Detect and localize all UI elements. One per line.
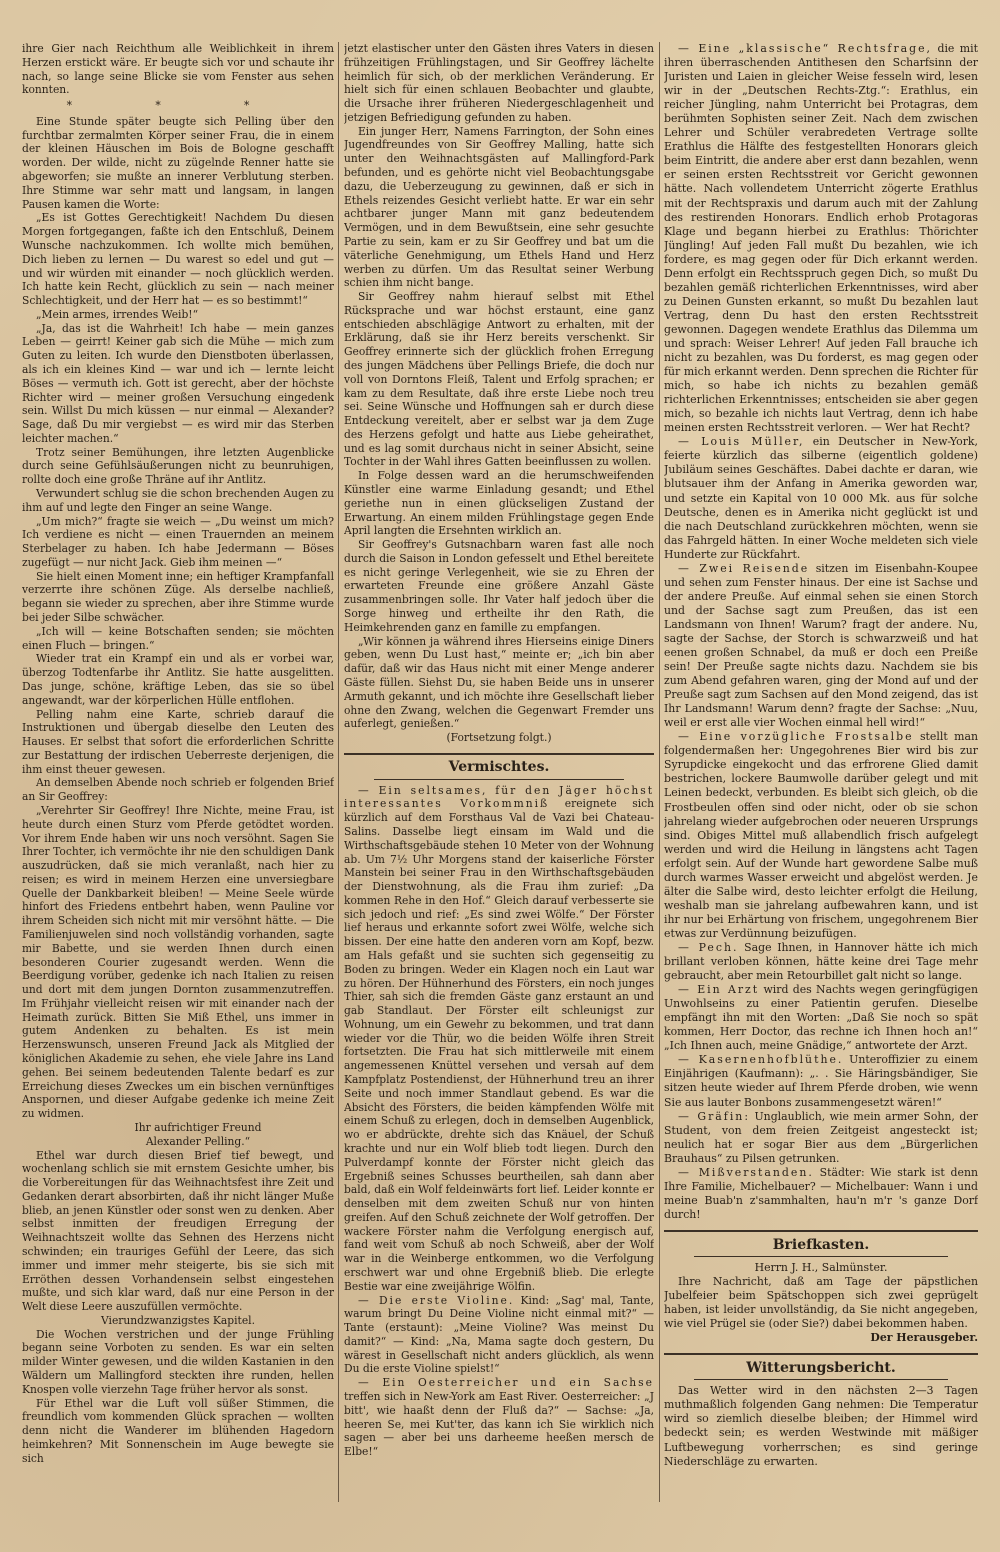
- column-middle: [344, 42, 654, 1512]
- news-item: [664, 730, 978, 941]
- section-rule: [344, 753, 654, 755]
- news-item-text: Unteroffizier zu einem Einjährigen (Kaufmann): „. . Sie Häringsbändiger, Sie sitzen heute wieder auf Ihrem Pferde droben, wie wenn Sie aus lauter Bonbons zusammengesetzt wären!“: [664, 1053, 978, 1109]
- news-item-lead: — Ein seltsames, für den Jäger höchst interessantes Vorkommniß: [344, 783, 654, 811]
- news-item-lead: — Zwei Reisende: [678, 561, 810, 575]
- paragraph: „Ich will — keine Botschaften senden; sie möchten einen Fluch — bringen.“: [22, 624, 334, 652]
- paragraph: „Ja, das ist die Wahrheit! Ich habe — mein ganzes Leben — geirrt! Keiner gab sich die Mühe — mich zum Guten zu leiten. Ich wurde den Dienstboten überlassen, als ich ein kleines Kind — war und ich — lernte leicht Böses — vermuth ich. Gott ist gerecht, aber der höchste Richter wird — meiner großen Versuchung eingedenk sein. Willst Du mich küssen — nur einmal — Alexander? Sage, daß Du mir vergiebst — es wird mir das Sterben leichter machen.“: [22, 321, 334, 445]
- news-item-lead: — Pech.: [678, 941, 739, 954]
- news-item: [664, 983, 978, 1053]
- news-item-lead: — Louis Müller,: [678, 435, 805, 449]
- paragraph: ihre Gier nach Reichthum alle Weiblichkeit in ihrem Herzen erstickt wäre. Er beugte sich vor und schaute ihr nach, so lange seine Blicke sie vom Fenster aus sehen konnten.: [22, 42, 334, 97]
- paragraph: „Um mich?“ fragte sie weich — „Du weinst um mich? Ich verdiene es nicht — einen Trauernden an meinem Sterbelager zu haben. Ich habe Jedermann — Böses zugefügt — nur nicht Jack. Gieb ihm meinen —“: [22, 514, 334, 569]
- news-item-text: stellt man folgendermaßen her: Ungegohrenes Bier wird bis zur Syrupdicke eingekocht und das erfrorene Glied damit bestrichen, lockere Baumwolle darüber gelegt und mit Leinen bedeckt, verbunden. Es bleibt sich gleich, ob die Frostbeulen offen sind oder nicht, oder ob sie schon jahrelang wieder aufgebrochen oder neueren Ursprungs sind. Obiges Mittel muß allabendlich frisch aufgelegt werden und wird die Heilung in längstens acht Tagen erfolgt sein. Auf der Wunde hart gewordene Salbe muß durch warmes Wasser erweicht und abgelöst werden. Je älter die Salbe wird, desto leichter erfolgt die Heilung, weshalb man sie jahrelang aufbewahren kann, und ist ihr nur bei Erhärtung von frischem, ungegohrenem Bier etwas zur Verdünnung beizufügen.: [664, 730, 978, 940]
- letter-text: „Verehrter Sir Geoffrey! Ihre Nichte, meine Frau, ist heute durch einen Sturz vom Pferde getödtet worden. Vor ihrem Ende haben wir uns noch versöhnt. Sagen Sie Ihrer Tochter, ich vermöchte ihr nie den schuldigen Dank auszudrücken, daß sie mich veranlaßt, nach hier zu reisen; es wird in meinem Herzen eine unversiegbare Quelle der Dankbarkeit bleiben! — Meine Seele würde hinfort des Friedens entbehrt haben, wenn Pauline vor ihrem Scheiden sich nicht mit mir versöhnt hätte. — Die Familienjuwelen sind noch vollständig vorhanden, sagte mir Babette, und sie werden Ihnen durch einen besonderen Courier zugesandt werden. Wenn die Beerdigung vorüber, gedenke ich nach Italien zu reisen und dort mit dem jungen Dornton zusammenzutreffen. Im Frühjahr vielleicht reisen wir mit einander nach der Heimath zurück. Bitten Sie Miß Ethel, uns immer in gutem Andenken zu behalten. Es ist mein Herzenswunsch, unseren Freund Jack als Mitglied der königlichen Akademie zu sehen, ehe viele Jahre ins Land gehen. Bei seinem bedeutenden Talente bedarf es zur Erreichung dieses Zweckes um ein bischen vernünftiges Anspornen, und dieser Aufgabe gedenke ich meine Zeit zu widmen.: [22, 803, 334, 1121]
- heading-underline: [694, 1256, 948, 1257]
- news-item-lead: — Gräfin:: [678, 1109, 750, 1123]
- news-item-lead: — Mißverstanden.: [678, 1165, 814, 1179]
- news-item-lead: — Ein Oesterreicher und ein Sachse: [358, 1376, 654, 1390]
- news-item: [344, 784, 654, 1294]
- weather-report: Das Wetter wird in den nächsten 2—3 Tagen muthmaßlich folgenden Gang nehmen: Die Temperatur wird so ziemlich dieselbe bleiben; der Himmel wird bedeckt sein; es werden Westwinde mit mäßiger Luftbewegung vorherrschen; es sind geringe Niederschläge zu erwarten.: [664, 1384, 978, 1468]
- paragraph: Trotz seiner Bemühungen, ihre letzten Augenblicke durch seine Gefühlsäußerungen nicht zu beunruhigen, rollte doch eine große Thräne auf ihr Antlitz.: [22, 445, 334, 487]
- paragraph: Pelling nahm eine Karte, schrieb darauf die Instruktionen und übergab dieselbe den Leuten des Hauses. Er selbst that sofort die erforderlichen Schritte zur Bestattung der irdischen Ueberreste derjenigen, die ihm einst theuer gewesen.: [22, 707, 334, 776]
- heading-underline: [374, 779, 624, 780]
- news-item-lead: — Die erste Violine.: [358, 1293, 515, 1307]
- news-item-lead: — Kasernenhofblüthe.: [678, 1053, 844, 1067]
- news-item-text: ereignete sich kürzlich auf dem Forsthaus Val de Vazi bei Chateau-Salins. Dasselbe liegt einsam im Wald und die Wirthschaftsgebäude stehen 10 Meter von der Wohnung ab. Um 7½ Uhr Morgens stand der kaiserliche Förster Manstein bei seiner Frau in den Wirthschaftsgebäuden der Dienstwohnung, als die Frau ihm zurief: „Da kommen Rehe in den Hof.“ Gleich darauf verbesserte sie sich jedoch und rief: „Es sind zwei Wölfe.“ Der Förster lief heraus und erkannte sofort zwei Wölfe, welche sich bissen. Der eine hatte den anderen vorn am Kopf, bezw. am Hals gefaßt und sie suchten sich gegenseitig zu Boden zu bringen. Weder ein Klagen noch ein Laut war zu hören. Der Hühnerhund des Försters, ein noch junges Thier, sah sich die fremden Gäste ganz erstaunt an und gab Standlaut. Der Förster eilt schleunigst zur Wohnung, um ein Gewehr zu bekommen, und trat dann wieder vor die Thür, wo die beiden Wölfe ihren Streit fortsetzten. Die Frau hat sich mittlerweile mit einem angemessenen Knüttel versehen und versah auf dem Kampfplatz Postendienst, der Hühnerhund treu an ihrer Seite und noch immer Standlaut gebend. Es war die Absicht des Försters, die beiden kämpfenden Wölfe mit einem Schuß zu erlegen, doch in demselben Augenblick, wo er abdrückte, drehte sich das Knäuel, der Schuß krachte und nur ein Wolf blieb todt liegen. Durch den Pulverdampf konnte der Förster nicht gleich das Ergebniß seines Schusses beurtheilen, sah dann aber bald, daß ein Wolf feldeinwärts fort lief. Leider konnte er denselben mit dem zweiten Schuß nur von hinten greifen. Auf den Schuß zeichnete der Wolf getroffen. Der wackere Förster nahm die Verfolgung energisch auf, fand weit vom Schuß ab noch Schweiß, aber der Wolf war in die Weinberge entkommen, wo die Verfolgung erschwert war und ohne Ergebniß blieb. Die erlegte Bestie war eine zweijährige Wölfin.: [344, 797, 654, 1293]
- paragraph: In Folge dessen ward an die herumschweifenden Künstler eine warme Einladung gesandt; und Ethel geriethe nun in einen glückseligen Zustand der Erwartung. An einem milden Frühlingstage gegen Ende April langten die Ersehnten wirklich an.: [344, 469, 654, 538]
- paragraph: Für Ethel war die Luft voll süßer Stimmen, die freundlich vom kommenden Glück sprachen — wollten denn nicht die Wanderer im blühenden Hagedorn heimkehren? Mit Sonnenschein im Auge bewegte sie sich: [22, 1396, 334, 1465]
- news-item-lead: — Eine vorzügliche Frostsalbe: [678, 730, 914, 744]
- news-item-text: ein Deutscher in New-York, feierte kürzlich das silberne (eigentlich goldene) Jubiläum seines Geschäftes. Dabei dachte er daran, wie blutsauer ihm der Anfang in Amerika geworden war, und setzte ein Kapital von 10 000 Mk. aus für solche Deutsche, denen es in Amerika nicht geglückt ist und die nach Deutschland zurückkehren möchten, wenn sie das Fahrgeld hätten. In einer Woche meldeten sich viele Hunderte zur Rückfahrt.: [664, 435, 978, 561]
- news-item-text: Städter: Wie stark ist denn Ihre Familie, Michelbauer? — Michelbauer: Wann i und meine Buab'n z'sammhalten, hau'n m'r 's ganze Dorf durch!: [664, 1165, 978, 1221]
- news-item-text: sitzen im Eisenbahn-Koupee und sehen zum Fenster hinaus. Der eine ist Sachse und der andere Preuße. Auf einmal sehen sie einen Storch und der Sachse sagt zum Preußen, das ist een Landsmann von Ihnen! Warum? fragt der andere. Nu, sagte der Sachse, der Storch is schwarzweiß und hat eenen großen Schnabel, da muß er doch een Preiße sein! Der Preuße sagte nichts dazu. Nachdem sie bis zum Abend gefahren waren, ging der Mond auf und der Preuße sagt zum Sachsen auf den Mond zeigend, das ist Ihr Landsmann! Warum denn? fragte der Sachse: „Nuu, weil er erst alle vier Wochen einmal hell wird!“: [664, 561, 978, 730]
- section-rule: [664, 1353, 978, 1355]
- paragraph: Sir Geoffrey nahm hierauf selbst mit Ethel Rücksprache und war höchst erstaunt, eine ganz entschieden abschlägige Antwort zu erhalten, mit der Erklärung, daß sie ihr Herz bereits verschenkt. Sir Geoffrey erinnerte sich der glücklich frohen Erregung des jungen Mädchens über Pellings Briefe, die doch nur voll von Dorntons Fleiß, Talent und Erfolg sprachen; er kam zu dem Resultate, daß ihre erste Liebe noch treu sei. Seine Wünsche und Hoffnungen sah er durch diese Entdeckung vereitelt, aber er selbst war ja dem Zuge des Herzens gefolgt und hatte aus Liebe geheirathet, und es lag somit durchaus nicht in seiner Absicht, seine Tochter in der Wahl ihres Gatten beeinflussen zu wollen.: [344, 290, 654, 469]
- paragraph: Verwundert schlug sie die schon brechenden Augen zu ihm auf und legte den Finger an seine Wange.: [22, 487, 334, 514]
- paragraph: „Mein armes, irrendes Weib!“: [36, 307, 199, 321]
- news-item: [664, 42, 978, 435]
- column-right: [664, 42, 978, 1512]
- news-item: [664, 562, 978, 731]
- paragraph: Sir Geoffrey's Gutsnachbarn waren fast alle noch durch die Saison in London gefesselt und Ethel bereitete es nicht geringe Verlegenheit, wie sie zu Ehren der erwarteten Freunde eine größere Anzahl Gäste zusammenbringen solle. Ihr Vater half jedoch über die Sorge hinweg und ertheilte ihr den Rath, die Heimkehrenden ganz en famille zu empfangen.: [344, 538, 654, 634]
- column-divider: [659, 42, 660, 1502]
- paragraph: Ein junger Herr, Namens Farrington, der Sohn eines Jugendfreundes von Sir Geoffrey Malling, hatte sich unter den Weihnachtsgästen auf Mallingford-Park befunden, und es gehörte nicht viel Beobachtungsgabe dazu, die Ueberzeugung zu gewinnen, daß er sich in Ethels reizendes Gesicht verliebt hatte. Er war ein sehr achtbarer junger Mann mit ganz bedeutendem Vermögen, und in dem Bewußtsein, eine sehr gesuchte Partie zu sein, kam er zu Sir Geoffrey und bat um die väterliche Genehmigung, um Ethels Hand und Herz werben zu dürfen. Um das Resultat seiner Werbung schien ihm nicht bange.: [344, 124, 654, 290]
- section-rule: [664, 1230, 978, 1232]
- news-item: [664, 1110, 978, 1166]
- paragraph: Sie hielt einen Moment inne; ein heftiger Krampfanfall verzerrte ihre schönen Züge. Als derselbe nachließ, begann sie wieder zu sprechen, aber ihre Stimme wurde bei jeder Silbe schwächer.: [22, 569, 334, 625]
- paragraph: „Wir können ja während ihres Hierseins einige Diners geben, wenn Du Lust hast,“ meinte er; „ich bin aber dafür, daß wir das Haus nicht mit einer Menge anderer Gäste füllen. Siehst Du, sie haben Beide uns in unserer Armuth gekannt, und ich möchte ihre Gesellschaft lieber ohne den Zwang, welchen die Gegenwart Fremder uns auferlegt, genießen.“: [344, 634, 654, 731]
- news-item: [664, 941, 978, 983]
- paragraph: Die Wochen verstrichen und der junge Frühling begann seine Vorboten zu senden. Es war ein selten milder Winter gewesen, und die wilden Kastanien in den Wäldern um Mallingford steckten ihre runden, hellen Knospen volle vierzehn Tage früher hervor als sonst.: [22, 1327, 334, 1396]
- news-item-text: die mit ihren überraschenden Antithesen den Scharfsinn der Juristen und Laien in gleicher Weise fesseln wird, lesen wir in der „Deutschen Rechts-Ztg.“: Erathlus, ein reicher Jüngling, nahm Unterricht bei Protagras, dem berühmten Sophisten seiner Zeit. Nach dem zwischen Lehrer und Schüler verabredeten Vertrage sollte Erathlus die Hälfte des festgestellten Honorars gleich beim Eintritt, die andere aber erst dann bezahlen, wenn er seinen ersten Rechtsstreit vor Gericht gewonnen hätte. Nach vollendetem Unterricht zögerte Erathlus mit der Rechtspraxis und darum auch mit der Zahlung des restirenden Honorars. Endlich erhob Protagoras Klage und begann hierbei zu Erathlus: Thörichter Jüngling! Auf jeden Fall mußt Du bezahlen, wie ich fordere, es mag gegen oder für Dich erkannt werden. Denn erfolgt ein Rechtsspruch gegen Dich, so mußt Du bezahlen gemäß richterlichen Erkenntnisses, wird aber zu Deinen Gunsten erkannt, so mußt Du bezahlen laut Vertrag, denn Du hast den ersten Rechtsstreit gewonnen. Dagegen wendete Erathlus das Dilemma um und sprach: Weiser Lehrer! Auf jeden Fall brauche ich nicht zu bezahlen, was Du forderst, es mag gegen oder für mich erkannt werden. Denn sprechen die Richter für mich, so habe ich nichts zu bezahlen gemäß richterlichen Erkenntnisses; entscheiden sie aber gegen mich, so bezahle ich nichts laut Vertrag, denn ich habe meinen ersten Rechtsstreit verloren. — Wer hat Recht?: [664, 42, 978, 435]
- letter-reply: Ihre Nachricht, daß am Tage der päpstlichen Jubelfeier beim Spätschoppen sich zwei geprügelt haben, ist leider unvollständig, da Sie nicht angegeben, wie viel Prügel sie (oder Sie?) dabei bekommen haben.: [664, 1275, 978, 1331]
- letter-signature: Alexander Pelling.“: [145, 1134, 251, 1148]
- paragraph: Eine Stunde später beugte sich Pelling über den furchtbar zermalmten Körper seiner Frau, die in einem der kleinen Häuschen im Bois de Bologne geschafft worden. Der wilde, nicht zu zügelnde Renner hatte sie abgeworfen; sie mußte an innerer Verblutung sterben. Ihre Stimme war sehr matt und langsam, in langen Pausen kamen die Worte:: [22, 114, 334, 211]
- section-heading-weather: Witterungsbericht.: [746, 1360, 896, 1377]
- section-heading-briefkasten: Briefkasten.: [772, 1236, 870, 1253]
- news-item-text: Kind: „Sag' mal, Tante, warum bringt Du Deine Violine nicht einmal mit?“ — Tante (erstaunt): „Meine Violine? Was meinst Du damit?“ — Kind: „Na, Mama sagte doch gestern, Du wärest in Gesellschaft nicht anders glücklich, als wenn Du die erste Violine spielst!“: [344, 1293, 654, 1376]
- news-item-lead: — Ein Arzt: [678, 983, 760, 997]
- news-item-text: treffen sich in New-York am East River. Oesterreicher: „J bitt', wie haaßt denn der Fluß da?“ — Sachse: „Ja, heeren Se, mei Kut'ter, das kann ich Sie wirklich nich sagen — aber bei uns darheeme heeßen mersch de Elbe!“: [344, 1390, 654, 1459]
- news-item: [664, 1053, 978, 1109]
- news-item-text: wird des Nachts wegen geringfügigen Unwohlseins zu einer Patientin gerufen. Dieselbe empfängt ihn mit den Worten: „Daß Sie noch so spät kommen, Herr Doctor, das rechne ich Ihnen hoch an!“ „Ich Ihnen auch, meine Gnädige,“ antwortete der Arzt.: [664, 983, 978, 1053]
- news-item-text: Unglaublich, wie mein armer Sohn, der Student, von dem freien Zeitgeist angesteckt ist; neulich hat er sogar Bier aus dem „Bürgerlichen Brauhaus“ zu Pilsen getrunken.: [664, 1109, 978, 1165]
- letter-addressee: Herrn J. H., Salmünster.: [754, 1260, 888, 1274]
- news-item: [344, 1376, 654, 1459]
- continuation-note: (Fortsetzung folgt.): [446, 731, 552, 745]
- column-divider: [338, 42, 339, 1502]
- paragraph: „Es ist Gottes Gerechtigkeit! Nachdem Du diesen Morgen fortgegangen, faßte ich den Entschluß, Deinem Wunsche nachzukommen. Ich wollte mich bemühen, Dich lieben zu lernen — Du warest so edel und gut — und wir würden mit einander — noch glücklich werden. Ich hatte kein Recht, glücklich zu sein — nach meiner Schlechtigkeit, und der Herr hat — es so bestimmt!“: [22, 211, 334, 308]
- news-item: [664, 435, 978, 561]
- section-heading-vermischtes: Vermischtes.: [448, 758, 550, 775]
- chapter-heading: Vierundzwanzigstes Kapitel.: [101, 1313, 255, 1327]
- publisher-signature: Der Herausgeber.: [870, 1331, 978, 1345]
- paragraph: jetzt elastischer unter den Gästen ihres Vaters in diesen frühzeitigen Frühlingstagen, und Sir Geoffrey lächelte heimlich für sich, ob der merklichen Veränderung. Er hielt sich für einen schlauen Beobachter und glaubte, die Ursache ihrer früheren Niedergeschlagenheit und jetzigen Befriedigung gefunden zu haben.: [344, 42, 654, 124]
- heading-underline: [694, 1379, 948, 1380]
- letter-closing: Ihr aufrichtiger Freund: [134, 1120, 262, 1134]
- paragraph: An demselben Abende noch schrieb er folgenden Brief an Sir Geoffrey:: [22, 776, 334, 804]
- news-item-lead: — Eine „klassische“ Rechtsfrage,: [678, 42, 933, 55]
- news-item: [344, 1294, 654, 1377]
- section-stars: * * *: [66, 99, 290, 113]
- paragraph: Ethel war durch diesen Brief tief bewegt, und wochenlang schlich sie mit ernstem Gesichte umher, bis die Vorbereitungen für das Weihnachtsfest ihre Zeit und Gedanken derart absorbirten, daß ihr nicht länger Muße blieb, an jenen Künstler oder sonst wen zu denken. Aber selbst inmitten der freudigen Erregung der Weihnachtszeit wollte das Sehnen des Herzens nicht schwinden; ein trauriges Gefühl der Leere, das sich immer und immer mehr steigerte, bis sie sich mit Erröthen dessen Vorhandensein selbst eingestehen mußte, und sich klar ward, daß nur eine Person in der Welt diese Leere auszufüllen vermöchte.: [22, 1148, 334, 1314]
- news-item-text: Sage Ihnen, in Hannover hätte ich mich brillant verloben können, hätte keine drei Tage mehr gebraucht, aber mein Retourbillet galt nicht so lange.: [664, 941, 978, 983]
- news-item: [664, 1166, 978, 1222]
- column-left: [22, 42, 334, 1512]
- paragraph: Wieder trat ein Krampf ein und als er vorbei war, überzog Todtenfarbe ihr Antlitz. Sie hatte ausgelitten. Das junge, schöne, kräftige Leben, das sie so übel angewandt, war der körperlichen Hülle entflohen.: [22, 652, 334, 707]
